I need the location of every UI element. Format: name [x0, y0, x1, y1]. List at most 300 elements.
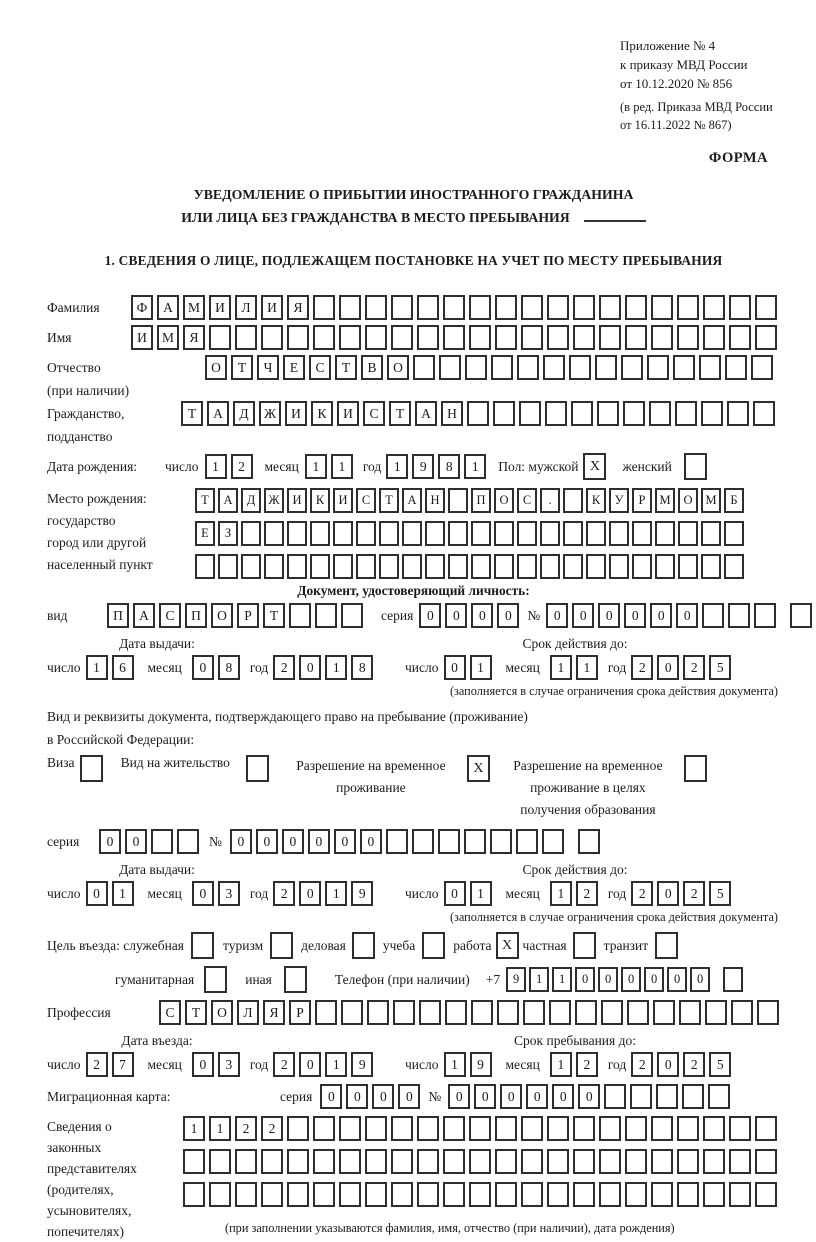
doc-issue-month-cells[interactable] [192, 655, 244, 680]
char-cell[interactable] [755, 1149, 777, 1174]
char-cell[interactable] [379, 521, 399, 546]
char-cell[interactable] [235, 325, 257, 350]
char-cell[interactable] [573, 325, 595, 350]
char-cell[interactable] [755, 295, 777, 320]
char-cell[interactable] [601, 1000, 623, 1025]
char-cell[interactable]: 9 [470, 1052, 492, 1077]
char-cell[interactable]: Я [183, 325, 205, 350]
private-checkbox[interactable] [573, 932, 596, 959]
char-cell[interactable] [417, 295, 439, 320]
char-cell[interactable] [517, 521, 537, 546]
char-cell[interactable] [393, 1000, 415, 1025]
char-cell[interactable] [708, 1084, 730, 1109]
char-cell[interactable] [724, 521, 744, 546]
char-cell[interactable]: 0 [192, 1052, 214, 1077]
char-cell[interactable]: 1 [86, 655, 108, 680]
char-cell[interactable]: 1 [464, 454, 486, 479]
transit-checkbox[interactable] [655, 932, 678, 959]
citizenship-cells[interactable] [181, 401, 779, 426]
doc-kind-cells[interactable] [107, 603, 367, 628]
char-cell[interactable] [753, 401, 775, 426]
char-cell[interactable]: 6 [112, 655, 134, 680]
char-cell[interactable]: 1 [576, 655, 598, 680]
char-cell[interactable]: П [185, 603, 207, 628]
char-cell[interactable] [341, 603, 363, 628]
char-cell[interactable] [547, 1182, 569, 1207]
char-cell[interactable] [655, 521, 675, 546]
char-cell[interactable] [599, 1116, 621, 1141]
char-cell[interactable] [599, 1149, 621, 1174]
char-cell[interactable] [547, 295, 569, 320]
permit-issue-year-cells[interactable] [273, 881, 377, 906]
char-cell[interactable]: С [356, 488, 376, 513]
char-cell[interactable] [563, 554, 583, 579]
char-cell[interactable] [241, 521, 261, 546]
char-cell[interactable]: Н [441, 401, 463, 426]
rep-row2-cells[interactable] [183, 1149, 781, 1174]
char-cell[interactable] [365, 325, 387, 350]
char-cell[interactable] [701, 521, 721, 546]
entry-day-cells[interactable] [86, 1052, 138, 1077]
char-cell[interactable] [448, 554, 468, 579]
doc-valid-day-cells[interactable] [444, 655, 496, 680]
char-cell[interactable]: 1 [470, 655, 492, 680]
char-cell[interactable]: 0 [398, 1084, 420, 1109]
char-cell[interactable]: 5 [709, 881, 731, 906]
char-cell[interactable]: 1 [325, 881, 347, 906]
char-cell[interactable] [315, 603, 337, 628]
char-cell[interactable] [339, 1116, 361, 1141]
char-cell[interactable]: 0 [299, 1052, 321, 1077]
char-cell[interactable] [521, 1182, 543, 1207]
char-cell[interactable]: 3 [218, 881, 240, 906]
stay-day-cells[interactable] [444, 1052, 496, 1077]
char-cell[interactable]: 9 [351, 1052, 373, 1077]
doc-valid-month-cells[interactable] [550, 655, 602, 680]
char-cell[interactable] [333, 554, 353, 579]
migcard-series-cells[interactable] [320, 1084, 424, 1109]
char-cell[interactable] [701, 554, 721, 579]
char-cell[interactable]: К [311, 401, 333, 426]
char-cell[interactable]: Р [237, 603, 259, 628]
char-cell[interactable] [439, 355, 461, 380]
char-cell[interactable] [673, 355, 695, 380]
char-cell[interactable]: 8 [218, 655, 240, 680]
char-cell[interactable] [310, 521, 330, 546]
permit-issue-month-cells[interactable] [192, 881, 244, 906]
char-cell[interactable] [467, 401, 489, 426]
char-cell[interactable] [264, 521, 284, 546]
visa-checkbox[interactable] [80, 755, 103, 782]
char-cell[interactable]: 1 [183, 1116, 205, 1141]
char-cell[interactable] [402, 554, 422, 579]
birthplace-row2-cells[interactable] [195, 521, 747, 546]
char-cell[interactable] [563, 521, 583, 546]
char-cell[interactable] [287, 1116, 309, 1141]
rep-row3-cells[interactable] [183, 1182, 781, 1207]
char-cell[interactable]: И [209, 295, 231, 320]
char-cell[interactable] [632, 554, 652, 579]
name-cells[interactable] [131, 325, 781, 350]
char-cell[interactable]: 0 [360, 829, 382, 854]
char-cell[interactable] [724, 554, 744, 579]
char-cell[interactable] [495, 1149, 517, 1174]
char-cell[interactable] [445, 1000, 467, 1025]
char-cell[interactable] [261, 1182, 283, 1207]
char-cell[interactable] [677, 295, 699, 320]
char-cell[interactable] [339, 1182, 361, 1207]
char-cell[interactable]: 0 [578, 1084, 600, 1109]
char-cell[interactable] [490, 829, 512, 854]
char-cell[interactable]: Я [287, 295, 309, 320]
char-cell[interactable] [412, 829, 434, 854]
char-cell[interactable]: Т [389, 401, 411, 426]
char-cell[interactable] [729, 1182, 751, 1207]
char-cell[interactable]: О [678, 488, 698, 513]
char-cell[interactable]: Д [241, 488, 261, 513]
char-cell[interactable] [413, 355, 435, 380]
char-cell[interactable] [653, 1000, 675, 1025]
char-cell[interactable] [729, 1149, 751, 1174]
char-cell[interactable]: В [361, 355, 383, 380]
doc-issue-day-cells[interactable] [86, 655, 138, 680]
char-cell[interactable] [448, 521, 468, 546]
char-cell[interactable] [651, 1116, 673, 1141]
char-cell[interactable] [573, 1149, 595, 1174]
char-cell[interactable] [547, 1116, 569, 1141]
char-cell[interactable] [391, 1182, 413, 1207]
char-cell[interactable] [195, 554, 215, 579]
char-cell[interactable] [651, 1182, 673, 1207]
char-cell[interactable]: 9 [506, 967, 526, 992]
char-cell[interactable] [356, 554, 376, 579]
char-cell[interactable] [391, 1116, 413, 1141]
char-cell[interactable] [599, 1182, 621, 1207]
char-cell[interactable]: О [387, 355, 409, 380]
char-cell[interactable] [365, 1116, 387, 1141]
char-cell[interactable]: 1 [550, 1052, 572, 1077]
char-cell[interactable]: Д [233, 401, 255, 426]
char-cell[interactable] [419, 1000, 441, 1025]
char-cell[interactable]: З [218, 521, 238, 546]
char-cell[interactable] [289, 603, 311, 628]
char-cell[interactable] [586, 554, 606, 579]
char-cell[interactable]: 0 [445, 603, 467, 628]
char-cell[interactable] [521, 1149, 543, 1174]
char-cell[interactable] [443, 295, 465, 320]
char-cell[interactable]: 7 [112, 1052, 134, 1077]
edu-permit-checkbox[interactable] [684, 755, 707, 782]
char-cell[interactable] [578, 829, 600, 854]
char-cell[interactable] [495, 325, 517, 350]
char-cell[interactable] [517, 355, 539, 380]
char-cell[interactable] [391, 295, 413, 320]
char-cell[interactable] [678, 554, 698, 579]
char-cell[interactable] [647, 355, 669, 380]
char-cell[interactable] [571, 401, 593, 426]
official-checkbox[interactable] [191, 932, 214, 959]
char-cell[interactable] [655, 554, 675, 579]
char-cell[interactable] [677, 325, 699, 350]
char-cell[interactable]: 0 [474, 1084, 496, 1109]
char-cell[interactable] [493, 401, 515, 426]
char-cell[interactable] [625, 1149, 647, 1174]
char-cell[interactable] [703, 1182, 725, 1207]
char-cell[interactable]: 9 [351, 881, 373, 906]
char-cell[interactable] [651, 325, 673, 350]
char-cell[interactable]: 0 [125, 829, 147, 854]
char-cell[interactable]: 0 [320, 1084, 342, 1109]
char-cell[interactable]: С [309, 355, 331, 380]
char-cell[interactable] [656, 1084, 678, 1109]
char-cell[interactable]: Т [263, 603, 285, 628]
char-cell[interactable]: 0 [192, 881, 214, 906]
char-cell[interactable]: 1 [550, 655, 572, 680]
char-cell[interactable] [365, 1149, 387, 1174]
char-cell[interactable] [521, 1116, 543, 1141]
char-cell[interactable] [586, 521, 606, 546]
char-cell[interactable] [339, 1149, 361, 1174]
char-cell[interactable]: 8 [438, 454, 460, 479]
char-cell[interactable]: 1 [205, 454, 227, 479]
char-cell[interactable] [264, 554, 284, 579]
char-cell[interactable] [339, 295, 361, 320]
char-cell[interactable] [679, 1000, 701, 1025]
char-cell[interactable]: Т [335, 355, 357, 380]
char-cell[interactable] [365, 1182, 387, 1207]
char-cell[interactable] [677, 1182, 699, 1207]
char-cell[interactable]: Ж [259, 401, 281, 426]
char-cell[interactable] [727, 401, 749, 426]
char-cell[interactable]: 0 [621, 967, 641, 992]
char-cell[interactable] [315, 1000, 337, 1025]
char-cell[interactable]: Ч [257, 355, 279, 380]
char-cell[interactable] [313, 1149, 335, 1174]
char-cell[interactable]: Т [185, 1000, 207, 1025]
char-cell[interactable]: У [609, 488, 629, 513]
char-cell[interactable] [563, 488, 583, 513]
permit-valid-year-cells[interactable] [631, 881, 735, 906]
char-cell[interactable] [495, 295, 517, 320]
char-cell[interactable] [333, 521, 353, 546]
char-cell[interactable]: С [159, 1000, 181, 1025]
char-cell[interactable] [465, 355, 487, 380]
char-cell[interactable]: С [159, 603, 181, 628]
char-cell[interactable] [339, 325, 361, 350]
char-cell[interactable] [287, 521, 307, 546]
char-cell[interactable] [218, 554, 238, 579]
char-cell[interactable] [609, 554, 629, 579]
char-cell[interactable]: Е [283, 355, 305, 380]
char-cell[interactable]: 0 [572, 603, 594, 628]
char-cell[interactable] [728, 603, 750, 628]
char-cell[interactable] [755, 1116, 777, 1141]
char-cell[interactable]: С [517, 488, 537, 513]
char-cell[interactable] [313, 1116, 335, 1141]
char-cell[interactable]: 0 [500, 1084, 522, 1109]
char-cell[interactable] [313, 295, 335, 320]
char-cell[interactable]: 2 [631, 1052, 653, 1077]
char-cell[interactable] [417, 1182, 439, 1207]
char-cell[interactable] [723, 967, 743, 992]
char-cell[interactable] [313, 1182, 335, 1207]
char-cell[interactable] [471, 521, 491, 546]
char-cell[interactable] [651, 1149, 673, 1174]
char-cell[interactable] [469, 1182, 491, 1207]
char-cell[interactable]: Т [181, 401, 203, 426]
temp-permit-checkbox[interactable]: X [467, 755, 490, 782]
profession-cells[interactable] [159, 1000, 783, 1025]
char-cell[interactable]: 2 [235, 1116, 257, 1141]
char-cell[interactable]: 0 [526, 1084, 548, 1109]
char-cell[interactable] [287, 1149, 309, 1174]
char-cell[interactable] [755, 325, 777, 350]
char-cell[interactable] [209, 1149, 231, 1174]
char-cell[interactable]: 0 [334, 829, 356, 854]
char-cell[interactable]: П [471, 488, 491, 513]
entry-month-cells[interactable] [192, 1052, 244, 1077]
char-cell[interactable]: 1 [470, 881, 492, 906]
char-cell[interactable]: 2 [683, 655, 705, 680]
char-cell[interactable]: 1 [550, 881, 572, 906]
char-cell[interactable] [341, 1000, 363, 1025]
char-cell[interactable] [703, 1116, 725, 1141]
permit-number-cells[interactable] [230, 829, 604, 854]
char-cell[interactable] [516, 829, 538, 854]
char-cell[interactable]: И [337, 401, 359, 426]
char-cell[interactable] [625, 1182, 647, 1207]
doc-number-cells[interactable] [546, 603, 816, 628]
char-cell[interactable]: О [211, 1000, 233, 1025]
char-cell[interactable] [597, 401, 619, 426]
char-cell[interactable]: 0 [230, 829, 252, 854]
char-cell[interactable]: Ж [264, 488, 284, 513]
char-cell[interactable] [417, 1149, 439, 1174]
char-cell[interactable] [469, 325, 491, 350]
char-cell[interactable]: М [655, 488, 675, 513]
business-checkbox[interactable] [352, 932, 375, 959]
char-cell[interactable] [573, 1182, 595, 1207]
phone-cells[interactable] [506, 967, 746, 992]
char-cell[interactable] [464, 829, 486, 854]
char-cell[interactable] [443, 1149, 465, 1174]
birth-year-cells[interactable] [386, 454, 490, 479]
char-cell[interactable]: 2 [631, 881, 653, 906]
char-cell[interactable]: 2 [273, 1052, 295, 1077]
char-cell[interactable] [702, 603, 724, 628]
permit-series-cells[interactable] [99, 829, 203, 854]
char-cell[interactable]: 0 [86, 881, 108, 906]
char-cell[interactable] [575, 1000, 597, 1025]
char-cell[interactable]: 1 [529, 967, 549, 992]
char-cell[interactable]: 2 [86, 1052, 108, 1077]
permit-issue-day-cells[interactable] [86, 881, 138, 906]
stay-month-cells[interactable] [550, 1052, 602, 1077]
permit-valid-month-cells[interactable] [550, 881, 602, 906]
char-cell[interactable]: И [333, 488, 353, 513]
char-cell[interactable]: 0 [256, 829, 278, 854]
char-cell[interactable] [425, 521, 445, 546]
char-cell[interactable]: 2 [273, 655, 295, 680]
char-cell[interactable]: 0 [657, 655, 679, 680]
char-cell[interactable]: А [402, 488, 422, 513]
male-checkbox[interactable]: X [583, 453, 606, 480]
char-cell[interactable]: 1 [444, 1052, 466, 1077]
humanitarian-checkbox[interactable] [204, 966, 227, 993]
char-cell[interactable]: 0 [372, 1084, 394, 1109]
char-cell[interactable] [261, 325, 283, 350]
char-cell[interactable] [287, 1182, 309, 1207]
residence-permit-checkbox[interactable] [246, 755, 269, 782]
birth-month-cells[interactable] [305, 454, 357, 479]
char-cell[interactable] [604, 1084, 626, 1109]
char-cell[interactable] [625, 325, 647, 350]
char-cell[interactable]: 0 [546, 603, 568, 628]
char-cell[interactable] [241, 554, 261, 579]
char-cell[interactable]: А [218, 488, 238, 513]
char-cell[interactable]: М [183, 295, 205, 320]
char-cell[interactable]: 8 [351, 655, 373, 680]
char-cell[interactable] [469, 295, 491, 320]
char-cell[interactable] [731, 1000, 753, 1025]
char-cell[interactable] [547, 1149, 569, 1174]
work-checkbox[interactable]: X [496, 932, 519, 959]
char-cell[interactable]: Я [263, 1000, 285, 1025]
char-cell[interactable]: . [540, 488, 560, 513]
char-cell[interactable]: 0 [192, 655, 214, 680]
char-cell[interactable]: 0 [657, 881, 679, 906]
char-cell[interactable]: К [586, 488, 606, 513]
char-cell[interactable]: 0 [552, 1084, 574, 1109]
char-cell[interactable]: А [157, 295, 179, 320]
char-cell[interactable] [705, 1000, 727, 1025]
char-cell[interactable] [425, 554, 445, 579]
char-cell[interactable]: О [205, 355, 227, 380]
tourism-checkbox[interactable] [270, 932, 293, 959]
char-cell[interactable]: 0 [448, 1084, 470, 1109]
char-cell[interactable]: 0 [657, 1052, 679, 1077]
char-cell[interactable]: 1 [305, 454, 327, 479]
char-cell[interactable]: 0 [667, 967, 687, 992]
char-cell[interactable] [438, 829, 460, 854]
char-cell[interactable] [599, 295, 621, 320]
char-cell[interactable] [725, 355, 747, 380]
char-cell[interactable]: О [494, 488, 514, 513]
char-cell[interactable] [521, 295, 543, 320]
char-cell[interactable] [209, 325, 231, 350]
char-cell[interactable]: 0 [346, 1084, 368, 1109]
char-cell[interactable]: Е [195, 521, 215, 546]
char-cell[interactable] [543, 355, 565, 380]
char-cell[interactable] [678, 521, 698, 546]
char-cell[interactable]: И [261, 295, 283, 320]
char-cell[interactable] [630, 1084, 652, 1109]
doc-valid-year-cells[interactable] [631, 655, 735, 680]
char-cell[interactable] [729, 325, 751, 350]
char-cell[interactable] [625, 1116, 647, 1141]
char-cell[interactable]: 0 [444, 655, 466, 680]
char-cell[interactable]: М [701, 488, 721, 513]
char-cell[interactable] [356, 521, 376, 546]
char-cell[interactable] [549, 1000, 571, 1025]
char-cell[interactable]: 0 [419, 603, 441, 628]
char-cell[interactable] [497, 1000, 519, 1025]
char-cell[interactable]: Л [235, 295, 257, 320]
char-cell[interactable]: 1 [552, 967, 572, 992]
char-cell[interactable]: 0 [598, 967, 618, 992]
char-cell[interactable]: 5 [709, 655, 731, 680]
char-cell[interactable]: Т [379, 488, 399, 513]
